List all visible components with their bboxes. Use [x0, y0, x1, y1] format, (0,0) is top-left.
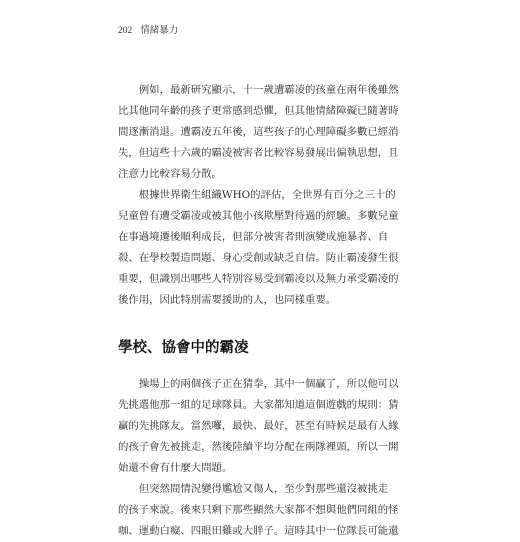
- text-line: 比其他同年齡的孩子更常感到恐懼，但其他情緒障礙已隨著時: [118, 105, 399, 117]
- text-line: 始還不會有什麼大問題。: [118, 462, 233, 474]
- text-line: 咖、運動白癡、四眼田雞或大胖子。這時其中一位隊長可能還: [118, 525, 399, 537]
- paragraph: [118, 479, 403, 542]
- paragraph: [118, 80, 403, 185]
- text-line: 但突然間情況變得尷尬又傷人，至少對那些還沒被挑走: [118, 483, 389, 495]
- page-number: 202: [118, 26, 133, 36]
- text-line: 注意力比較容易分散。: [118, 168, 222, 180]
- text-line: 的孩子來說。後來只剩下那些顯然大家都不想與他們同組的怪: [118, 504, 399, 516]
- text-line: 贏的先挑隊友。當然囉，最快、最好，甚至有時候是最有人緣: [118, 420, 399, 432]
- body-text: [118, 80, 403, 542]
- book-title: 情緒暴力: [140, 25, 179, 36]
- text-line: 失，但這些十六歲的霸凌被害者比較容易發展出偏執思想，且: [118, 147, 399, 159]
- text-line: 先挑選他那一組的足球隊員。大家都知道這個遊戲的規則：猜: [118, 399, 399, 411]
- text-line: 在事過境遷後順利成長，但部分被害者則演變成施暴者、自: [118, 231, 389, 243]
- text-line: 例如，最新研究顯示，十一歲遭霸凌的孩童在兩年後雖然: [118, 84, 399, 96]
- text-line: 根據世界衛生組織WHO的評估，全世界有百分之三十的: [118, 189, 396, 201]
- text-line: 兒童曾有遭受霸凌或被其他小孩欺壓對待過的經驗。多數兒童: [118, 210, 399, 222]
- text-line: 操場上的兩個孩子正在猜拳，其中一個贏了，所以他可以: [118, 378, 399, 390]
- paragraph: [118, 185, 403, 311]
- running-head: [118, 22, 178, 36]
- text-line: 後作用，因此特別需要援助的人，也同樣重要。: [118, 294, 337, 306]
- section-title: 學校、協會中的霸凌: [118, 340, 249, 356]
- text-line: 重要，但識別出哪些人特別容易受到霸凌以及無力承受霸凌的: [118, 273, 399, 285]
- paragraph: [118, 374, 403, 479]
- text-line: 殺、在學校製造問題、身心受創或缺乏自信。防止霸凌發生很: [118, 252, 399, 264]
- text-line: 的孩子會先被挑走，然後陸續平均分配在兩隊裡頭，所以一開: [118, 441, 399, 453]
- text-line: 間逐漸消退。遭霸凌五年後，這些孩子的心理障礙多數已經消: [118, 126, 399, 138]
